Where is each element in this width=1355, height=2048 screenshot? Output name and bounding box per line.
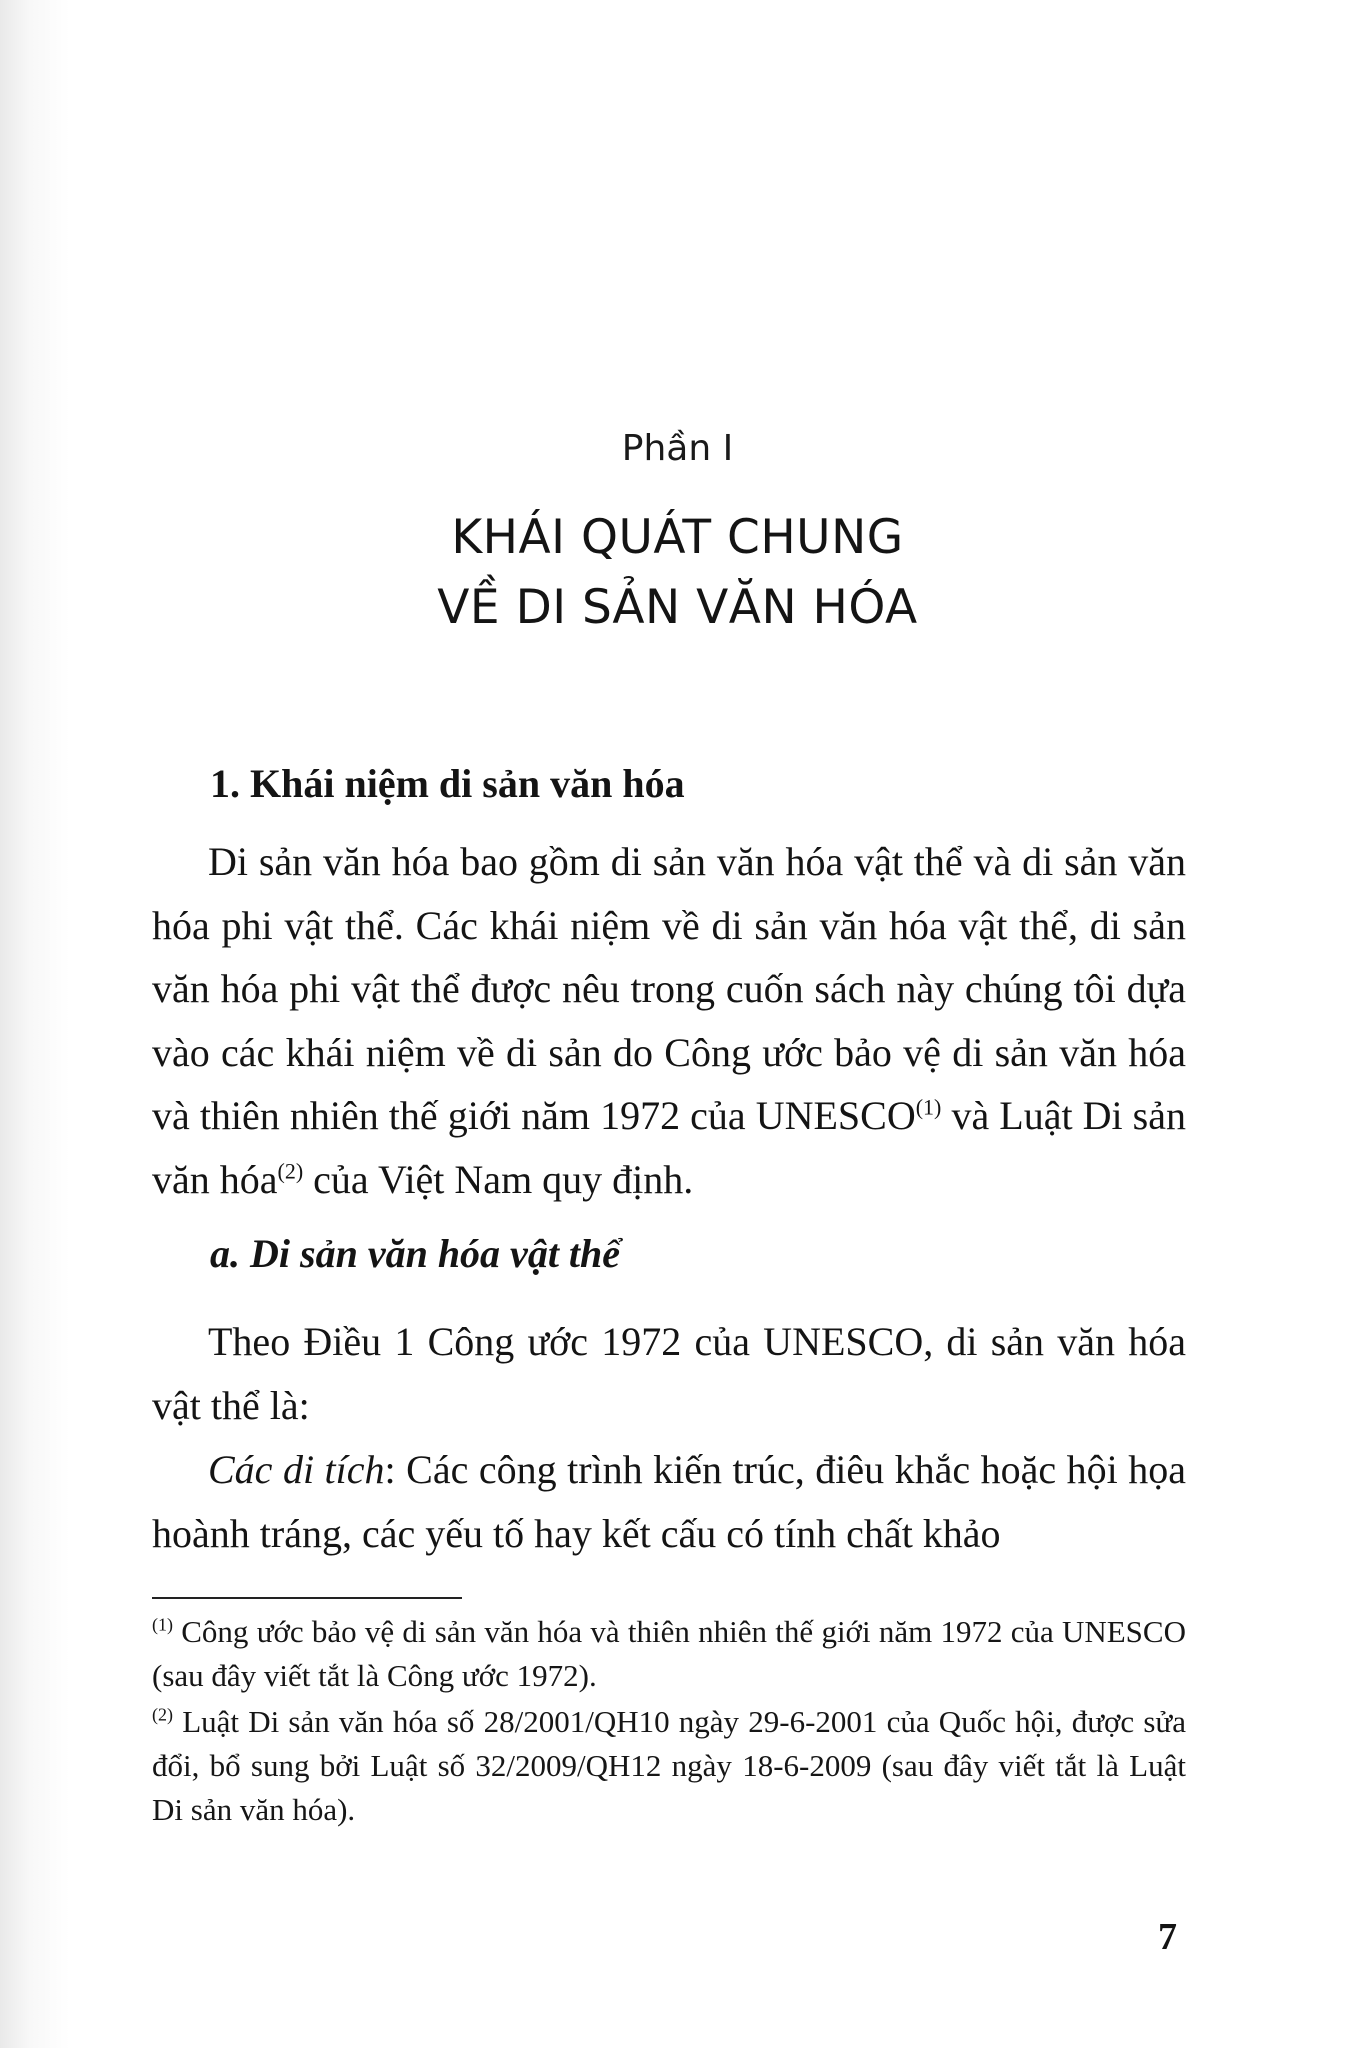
paragraph-text: và Luật Di sản văn hóa (152, 1093, 1187, 1202)
footnote-text: Luật Di sản văn hóa số 28/2001/QH10 ngày 29-6-2001 của Quốc hội, được sửa đổi, bổ sung bởi Luật số 32/2009/QH12 ngày 18-6-2009 (sau đây viết tắt là Luật Di sản văn hóa). (152, 1704, 1186, 1827)
paragraph-unesco-article: Theo Điều 1 Công ước 1972 của UNESCO, di sản văn hóa vật thể là: (152, 1319, 1186, 1428)
paragraph-text: : Các công trình kiến trúc, điêu khắc hoặc hội họa hoành tráng, các yếu tố hay kết cấu có tính chất khảo (152, 1447, 1187, 1556)
paragraph-text: của Việt Nam quy định. (303, 1156, 694, 1202)
footnote-2 (152, 1700, 1186, 1832)
footnote-divider (152, 1597, 462, 1599)
footnote-mark: (2) (152, 1704, 173, 1725)
footnote-1 (152, 1610, 1186, 1698)
paragraph-text: Di sản văn hóa bao gồm di sản văn hóa vật thể và di sản văn hóa phi vật thể. Các khái niệm về di sản văn hóa vật thể, di sản văn hóa phi vật thể được nêu trong cuốn sách này chúng tôi dựa vào các khái niệm về di sản do Công ước bảo vệ di sản văn hóa và thiên nhiên thế giới năm 1972 của UNESCO (152, 839, 1186, 1138)
chapter-title-line-2: VỀ DI SẢN VĂN HÓA (437, 580, 918, 635)
term-italic: Các di tích (208, 1447, 385, 1492)
footnote-ref-1: (1) (915, 1094, 942, 1120)
paragraph-definition (152, 830, 1186, 1211)
footnote-mark: (1) (152, 1614, 173, 1635)
page-number: 7 (1158, 1916, 1177, 1958)
chapter-title-line-1: KHÁI QUÁT CHUNG (451, 510, 904, 565)
paragraph-monuments (152, 1438, 1186, 1565)
subsection-heading: a. Di sản văn hóa vật thể (210, 1231, 621, 1276)
section-heading: 1. Khái niệm di sản văn hóa (210, 761, 685, 806)
part-label: Phần I (621, 428, 734, 469)
footnote-ref-2: (2) (277, 1158, 304, 1184)
footnote-text: Công ước bảo vệ di sản văn hóa và thiên nhiên thế giới năm 1972 của UNESCO (sau đây viết tắt là Công ước 1972). (152, 1614, 1186, 1693)
